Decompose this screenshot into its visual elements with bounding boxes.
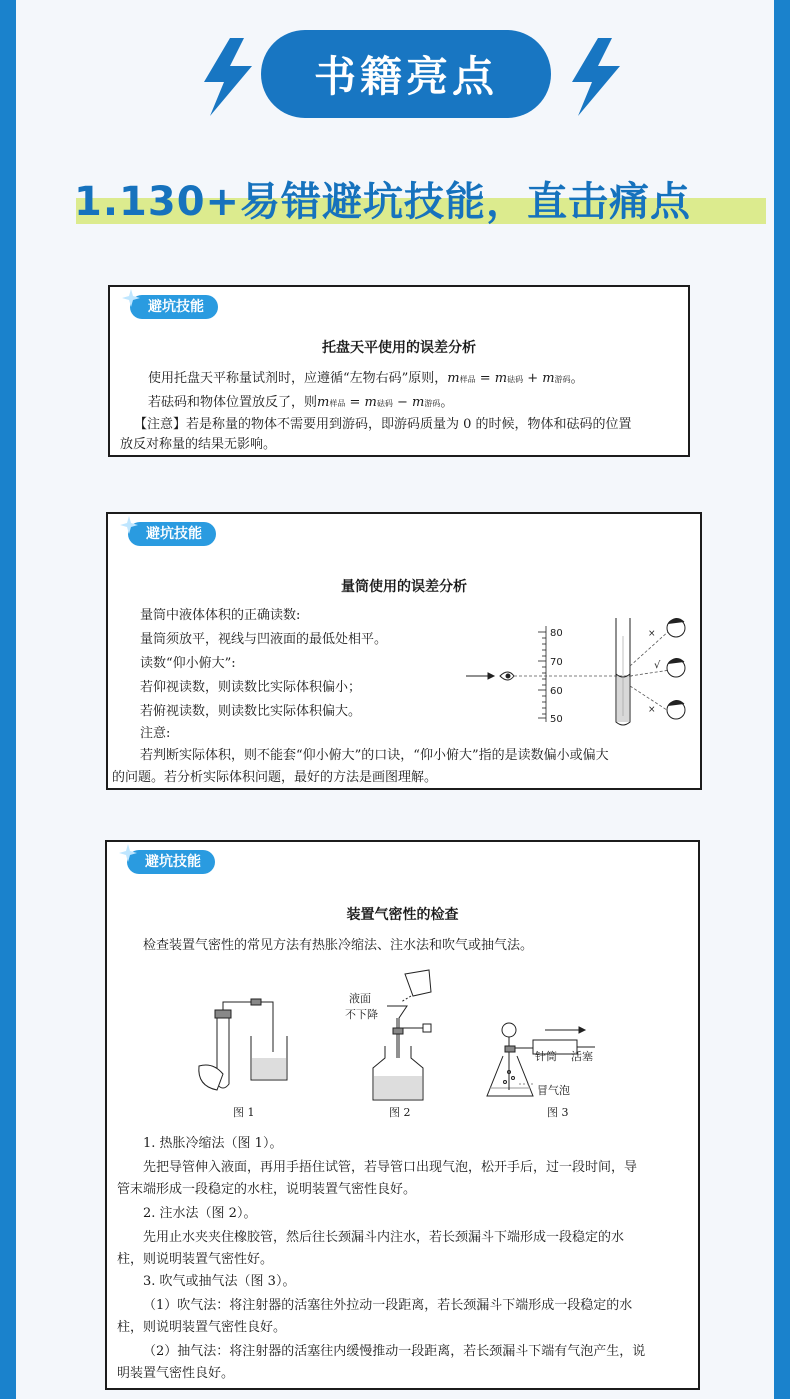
figure-label: 不下降	[345, 1008, 378, 1021]
text-line: 柱，则说明装置气密性良好。	[117, 1320, 287, 1335]
figure-label: 液面	[349, 992, 371, 1005]
star-icon	[120, 516, 138, 534]
section-heading	[56, 170, 736, 230]
text-line: 先把导管伸入液面，再用手捂住试管，若导管口出现气泡，松开手后，过一段时间，导	[143, 1160, 638, 1175]
text-line: 柱，则说明装置气密性好。	[117, 1252, 274, 1267]
section-title: 1.130+易错避坑技能，直击痛点	[74, 179, 692, 225]
scale-label: 60	[550, 686, 563, 697]
figure-caption: 图 3	[547, 1106, 569, 1119]
svg-text:×: ×	[648, 705, 656, 715]
tip-tag: 避坑技能	[130, 295, 218, 319]
svg-text:√: √	[654, 660, 661, 671]
text-line: 若仰视读数，则读数比实际体积偏小；	[140, 680, 362, 695]
text-line: 若砝码和物体位置放反了，则m样品 = m砝码 − m游码。	[148, 395, 454, 410]
tip-tag: 避坑技能	[128, 522, 216, 546]
text-line: 使用托盘天平称量试剂时，应遵循“左物右码”原则，m样品 = m砝码 + m游码。	[148, 371, 584, 386]
cylinder-reading-diagram	[458, 606, 688, 736]
tip-tag: 避坑技能	[127, 850, 215, 874]
card-title: 装置气密性的检查	[346, 907, 459, 923]
header-title: 书籍亮点	[313, 52, 498, 101]
text-line: 1. 热胀冷缩法（图 1）。	[143, 1136, 283, 1151]
text-line: 注意:	[140, 726, 171, 741]
scale-label: 70	[550, 657, 563, 668]
scale-label: 50	[550, 714, 563, 725]
tip-card-cylinder	[106, 512, 702, 790]
card-title: 托盘天平使用的误差分析	[322, 340, 476, 356]
text-line: 检查装置气密性的常见方法有热胀冷缩法、注水法和吹气或抽气法。	[143, 938, 534, 953]
text-line: 量筒须放平，视线与凹液面的最低处相平。	[140, 632, 388, 647]
text-line: 3. 吹气或抽气法（图 3）。	[143, 1274, 296, 1289]
tip-card-airtight	[105, 840, 700, 1390]
lightning-bolt-icon	[564, 38, 626, 116]
text-line: 量筒中液体体积的正确读数:	[140, 608, 301, 623]
lightning-bolt-icon	[196, 38, 258, 116]
text-line: 放反对称量的结果无影响。	[120, 437, 277, 452]
card-title: 量筒使用的误差分析	[341, 579, 467, 595]
page-background	[16, 0, 774, 1399]
scale-ticks	[538, 626, 546, 722]
figure-label: 针筒	[535, 1050, 557, 1063]
text-line: 先用止水夹夹住橡胶管，然后往长颈漏斗内注水，若长颈漏斗下端形成一段稳定的水	[143, 1230, 625, 1245]
text-line: 读数“仰小俯大”:	[140, 656, 236, 671]
scale-label: 80	[550, 628, 563, 639]
header-badge	[261, 30, 551, 118]
text-line: 【注意】若是称量的物体不需要用到游码，即游码质量为 0 的时候，物体和砝码的位置	[134, 417, 632, 432]
figure-caption: 图 1	[233, 1106, 255, 1119]
figure-2-flask	[373, 970, 431, 1100]
figure-label: 活塞	[571, 1050, 593, 1063]
sight-arrow	[466, 673, 494, 679]
star-icon	[122, 289, 140, 307]
figure-label: 冒气泡	[537, 1084, 570, 1097]
text-line: （2）抽气法：将注射器的活塞往内缓慢推动一段距离，若长颈漏斗下端有气泡产生，说	[143, 1344, 646, 1359]
text-line: 若判断实际体积，则不能套“仰小俯大”的口诀，“仰小俯大”指的是读数偏小或偏大	[140, 748, 609, 763]
text-line: 2. 注水法（图 2）。	[143, 1206, 257, 1221]
text-line: （1）吹气法：将注射器的活塞往外拉动一段距离，若长颈漏斗下端形成一段稳定的水	[143, 1298, 633, 1313]
tip-card-balance	[108, 285, 690, 457]
graduated-cylinder	[616, 618, 630, 725]
svg-text:×: ×	[648, 629, 656, 639]
figure-1-test-tube	[199, 999, 287, 1090]
observer-head-icon	[667, 618, 685, 719]
text-line: 的问题。若分析实际体积问题，最好的方法是画图理解。	[112, 770, 438, 785]
text-line: 若俯视读数，则读数比实际体积偏大。	[140, 704, 362, 719]
figure-caption: 图 2	[389, 1106, 411, 1119]
eye-icon	[500, 672, 514, 680]
text-line: 明装置气密性良好。	[117, 1366, 235, 1381]
star-icon	[119, 844, 137, 862]
text-line: 管末端形成一段稳定的水柱，说明装置气密性良好。	[117, 1182, 417, 1197]
